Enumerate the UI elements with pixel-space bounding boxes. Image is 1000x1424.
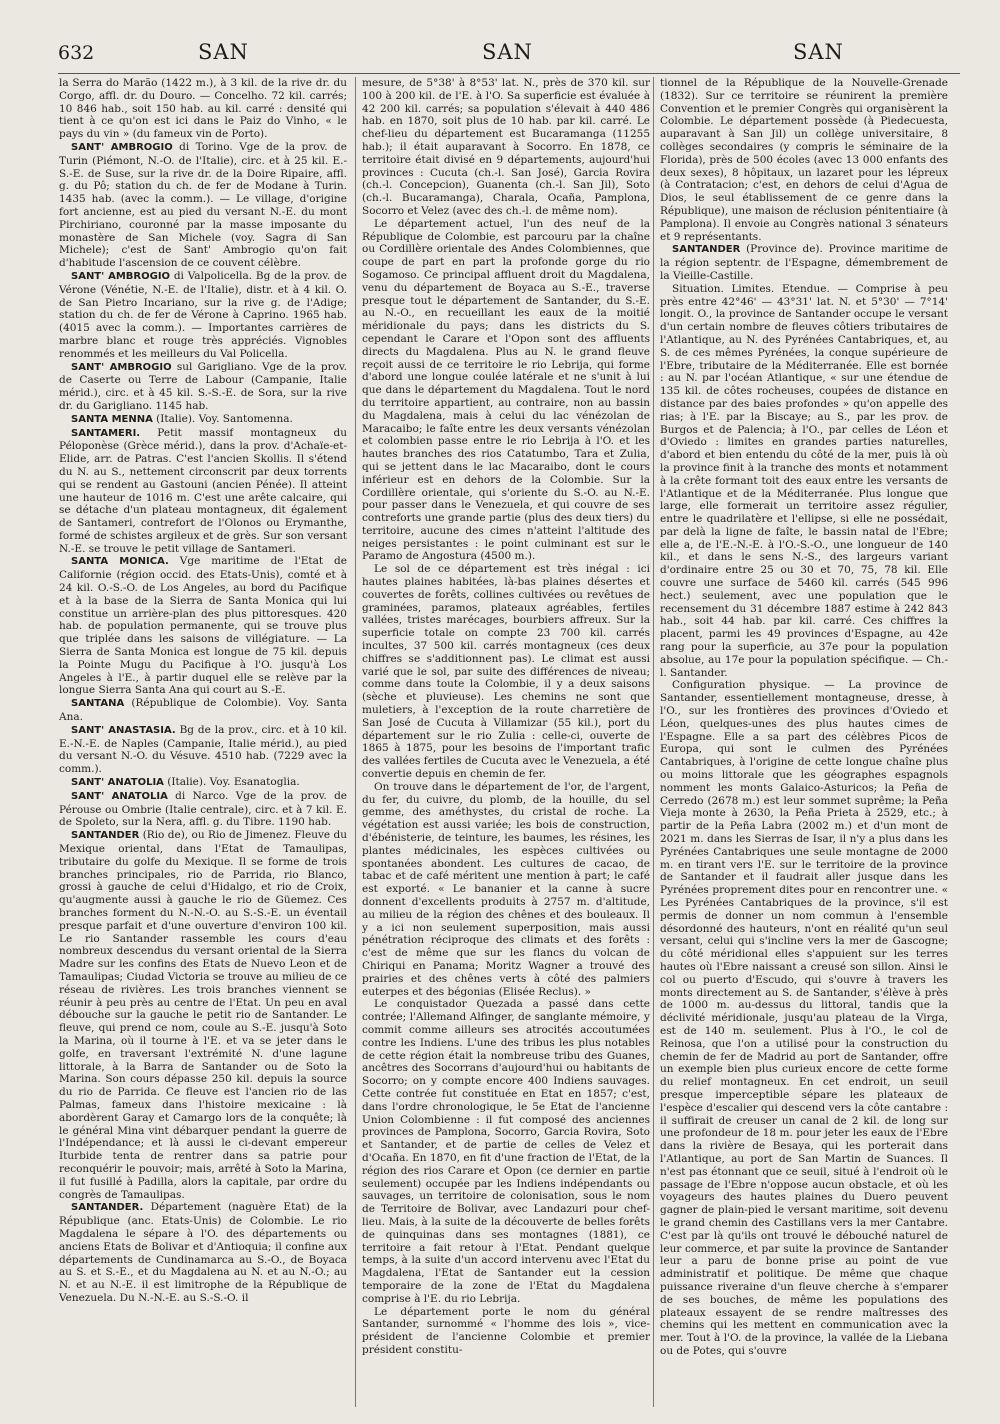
entry-paragraph bbox=[660, 679, 948, 1357]
entry-text: On trouve dans le département de l'or, de l'argent, du fer, du cuivre, du plomb, de la houille, du sel gemme, des améthystes, du cristal de roche. La végétation est aussi variée; les bois de construction, d'ébénisterie, de teinture, les baumes, les résines, les plantes médicinales, les espèces cultivées ou spontanées abondent. Les cultures de cacao, de tabac et de café méritent une mention à part; le café est exporté. « Le bananier et la canne à sucre donnent d'excellents produits à 2757 m. d'altitude, au milieu de la région des chênes et des bouleaux. Il y a ici non seulement superposition, mais aussi pénétration réciproque des climats et des forêts : c'est de même que sur les flancs du volcan de Chiriqui en Panama; Moritz Wagner a trouvé des prairies et des chênes verts à côté des palmiers euterpes et des bégonias (Elisée Reclus). » bbox=[362, 780, 650, 998]
entry-text: Situation. Limites. Etendue. — Comprise à peu près entre 42°46' — 43°31' lat. N. et 5°30' — 7°14' longit. O., la province de Santander occupe le versant d'un certain nombre de fleuves côtiers tributaires de l'Atlantique, au N. des Pyrénées Cantabriques, et, au S. de ces mêmes Pyrénées, la conque supérieure de l'Ebre, tributaire de la Méditerranée. Elle est bornée : au N. par l'océan Atlantique, « sur une étendue de 135 kil. de côtes rocheuses, coupées de distance en distance par des baies profondes » qu'on appelle des rias; à l'E. par la Biscaye; au S., par les prov. de Burgos et de Palencia; à l'O., par celles de Léon et d'Oviedo : limites en grandes parties naturelles, d'abord et bien entendu du côté de la mer, puis là où la province finit à la tranche des monts et notamment à la crête formant toit des eaux entre les versants de l'Atlantique et de la Méditerranée. Plus longue que large, elle formerait un territoire assez régulier, entre le quadrilatère et l'ellipse, si elle ne possédait, par delà la ligne de faîte, le bassin natal de l'Ebre; elle a, de l'E.-N.-E. à l'O.-S.-O., une longueur de 140 kil., et dans le sens N.-S., des largeurs variant d'ordinaire entre 25 ou 30 et 70, 75, 78 kil. Elle couvre une surface de 5460 kil. carrés (545 996 hect.) seulement, avec une population que le recensement du 31 décembre 1887 estime à 242 843 hab., soit 44 hab. par kil. carré. Ces chiffres la placent, parmi les 49 provinces d'Espagne, au 42e rang pour la superficie, au 37e pour la population absolue, au 17e pour la population spécifique. — Ch.-l. Santander. bbox=[660, 282, 948, 679]
entry-text: Vge maritime de l'Etat de Californie (région occid. des Etats-Unis), comté et à 24 kil. O.-S.-O. de Los Angeles, au bord du Pacifique et à la base de la Sierra de Santa Monica qui lui constitue un arrière-plan des plus pittoresques. 420 hab. de population permanente, qui se trouve plus que triplée dans les saisons de villégiature. — La Sierra de Santa Monica est longue de 75 kil. depuis la Pointe Mugu du Pacifique à l'O. jusqu'à Los Angeles à l'E., à partir duquel elle se relève par la longue Sierra Santa Ana qui court au S.-E. bbox=[59, 555, 347, 697]
entry-text: Département (naguère Etat) de la République (anc. Etats-Unis) de Colombie. Le rio Magdalena le sépare à l'O. des départements ou anciens Etats de Bolivar et d'Antioquia; il confine aux départements de Cundinamarca au S.-O., de Boyaca au S. et S.-E., et du Magdalena au N. et au N.-O.; au N. et au N.-E. il est limitrophe de la République de Venezuela. Du N.-N.-E. au S.-S.-O. il bbox=[59, 1201, 347, 1304]
entry-text: Le sol de ce département est très inégal : ici hautes plaines habitées, là-bas plaines désertes et couvertes de forêts, collines cultivées ou revêtues de graminées, paramos, plateaux agréables, fertiles vallées, tristes marécages, bourbiers affreux. Sur la superficie totale on compte 23 700 kil. carrés incultes, 37 500 kil. carrés montagneux (ces deux chiffres se s'additionnent pas). Le climat est aussi varié que le sol, par suite des différences de niveau; comme dans toute la Colombie, il y a deux saisons (sèche et pluvieuse). Les chemins ne sont que muletiers, à l'exception de la route charretière de San José de Cucuta à Villamizar (55 kil.), port du département sur le rio Zulia : celle-ci, ouverte de 1865 à 1875, pour les besoins de l'important trafic des vallées fertiles de Cucuta avec le Venezuela, a été convertie depuis en chemin de fer. bbox=[362, 563, 650, 781]
dictionary-entry bbox=[59, 413, 347, 427]
dictionary-entry bbox=[59, 427, 347, 556]
entry-headword: SANT' AMBROGIO bbox=[71, 141, 173, 153]
running-head-left: SAN bbox=[198, 40, 249, 64]
entry-headword: SANTANDER bbox=[672, 244, 741, 256]
entry-headword: SANT' ANASTASIA. bbox=[71, 724, 176, 736]
dictionary-entry bbox=[660, 243, 948, 282]
dictionary-entry bbox=[59, 790, 347, 829]
entry-text: tionnel de la République de la Nouvelle-Grenade (1832). Sur ce territoire se réunirent la première Convention et le premier Congrès qui organisèrent la Colombie. Le département possède (à Piedecuesta, auparavant à San Jil) un collège universitaire, 8 collèges secondaires (y compris le séminaire de la Florida), près de 500 écoles (avec 13 000 enfants des deux sexes), 8 hôpitaux, un lazaret pour les lépreux (à Contratacion; c'est, en dehors de celui d'Agua de Dios, le seul établissement de ce genre dans la République), une maison de réclusion pénitentiaire (à Pamplona). Il envoie au Congrès national 3 sénateurs et 9 représentants. bbox=[660, 77, 948, 243]
entry-paragraph bbox=[59, 77, 347, 141]
entry-headword: SANTANDER. bbox=[71, 1202, 144, 1214]
entry-paragraph bbox=[660, 283, 948, 680]
dictionary-entry bbox=[59, 829, 347, 1201]
entry-headword: SANTA MONICA. bbox=[71, 556, 169, 568]
dictionary-entry bbox=[59, 697, 347, 724]
entry-text: (Province de). Province maritime de la région septentr. de l'Espagne, démembrement de la Vieille-Castille. bbox=[660, 243, 948, 282]
running-head-right: SAN bbox=[793, 40, 844, 64]
header-rule bbox=[58, 73, 960, 74]
entry-text: Petit massif montagneux du Péloponèse (Grèce mérid.), dans la prov. d'Achaïe-et-Elide, arr. de Patras. C'est l'ancien Skollis. Il s'étend du N. au S., nettement circonscrit par deux torrents qui se rendent au Gastouni (ancien Pénée). Il atteint une hauteur de 1016 m. C'est une arête calcaire, qui se détache d'un plateau montagneux, dit également de Santameri, contrefort de l'Olonos ou Erymanthe, formé de schistes argileux et de grès. Sur son versant N.-E. se trouve le petit village de Santameri. bbox=[59, 426, 347, 555]
entry-paragraph bbox=[362, 1306, 650, 1357]
entry-text: Configuration physique. — La province de Santander, essentiellement montagneuse, dresse, à l'O., sur les frontières des provinces d'Oviedo et Léon, quelques-unes des plus hautes cimes de l'Espagne. Elle a sa part des célèbres Picos de Europa, qui sont le culmen des Pyrénées Cantabriques, à l'origine de cette longue chaîne plus ou moins littorale que les géographes espagnols nomment les monts Galaico-Asturicos; la Peña de Cerredo (2678 m.) est leur sommet suprême; la Peña Vieja monte à 2630, la Peña Prieta à 2529, etc.; à partir de la Peña Labra (2002 m.) et d'un mont de 2021 m. dans les Sierras de Isar, il n'y a plus dans les Pyrénées Cantabriques une seule montagne de 2000 m. en tirant vers l'E. sur le territoire de la province de Santander et il faudrait aller jusque dans les Pyrénées proprement dites pour en rencontrer une. « Les Pyrénées Cantabriques de la province, s'il est permis de donner un nom commun à l'ensemble désordonné des hauteurs, n'ont en réalité qu'un seul versant, celui qui s'incline vers la mer de Gascogne; du côté méridional elles s'appuient sur les terres hautes où l'Ebre naissant a creusé son sillon. Ainsi le col ou puerto d'Escudo, qui s'ouvre à travers les monts directement au S. de Santander, s'élève à près de 1000 m. au-dessus du littoral, tandis que la déclivité méridionale, jusqu'au plateau de la Virga, est de 140 m. seulement. Plus à l'O., le col de Reinosa, que l'on a utilisé pour la construction du chemin de fer de Madrid au port de Santander, offre un exemple bien plus curieux encore de cette forme du relief montagneux. En cet endroit, un seuil presque imperceptible sépare les plateaux de l'espèce d'escalier qui descend vers la côte cantabre : il suffirait de creuser un canal de 2 kil. de long sur une profondeur de 18 m. pour jeter les eaux de l'Ebre dans la rivière de Besaya, qui les porterait dans l'Atlantique, au port de San Martin de Suances. Il n'est pas étonnant que ce seuil, situé à l'endroit où le passage de l'Ebre n'oppose aucun obstacle, et où les voyageurs des hautes plaines du Duero peuvent gagner de plain-pied le versant maritime, soit devenu le grand chemin des Castillans vers la mer Cantabre. C'est par là qu'ils ont trouvé le débouché naturel de leur commerce, et par suite la province de Santander leur a paru de bonne prise au point de vue administratif et politique. De même que chaque puissance riveraine d'un fleuve cherche à s'emparer de ses bouches, de même les populations des plateaux essayent de se rendre maîtresses des chemins qui les mettent en communication avec la mer. Tout à l'O. de la province, la vallée de la Liebana ou de Potes, qui s'ouvre bbox=[660, 679, 948, 1357]
entry-text: sul Garigliano. Vge de la prov. de Caserte ou Terre de Labour (Campanie, Italie mérid.), circ. et à 45 kil. S.-S.-E. de Sora, sur la rive dr. du Garigliano. 1145 hab. bbox=[59, 360, 347, 412]
running-head-center: SAN bbox=[482, 40, 533, 64]
dictionary-entry bbox=[59, 141, 347, 270]
column-divider bbox=[653, 77, 654, 1407]
entry-headword: SANTA MENNA bbox=[71, 413, 153, 425]
entry-text: la Serra do Marão (1422 m.), à 3 kil. de la rive dr. du Corgo, affl. dr. du Douro. — Concelho. 72 kil. carrés; 10 846 hab., soit 150 hab. au kil. carré : densité qui tient à ce qu'on est ici dans le Paiz do Vinho, « le pays du vin » (du fameux vin de Porto). bbox=[59, 77, 347, 141]
entry-paragraph bbox=[660, 77, 948, 243]
entry-headword: SANTAMERI. bbox=[71, 427, 141, 439]
entry-headword: SANT' AMBROGIO bbox=[71, 270, 171, 282]
entry-headword: SANT' ANATOLIA bbox=[71, 777, 164, 789]
text-column-2 bbox=[362, 77, 650, 1415]
entry-text: (Italie). Voy. Santomenna. bbox=[152, 412, 293, 425]
dictionary-entry bbox=[59, 361, 347, 413]
entry-paragraph bbox=[362, 218, 650, 564]
entry-text: di Valpolicella. Bg de la prov. de Vérone (Vénétie, N.-E. de l'Italie), distr. et à 4 kil. O. de San Pietro Incariano, sur la rive g. de l'Adige; station du ch. de fer de Vérone à Caprino. 1965 hab. (4015 avec la comm.). — Importantes carrières de marbre blanc et rouge très appréciés. Vignobles renommés et les meilleurs du Val Policella. bbox=[59, 269, 347, 360]
entry-paragraph bbox=[362, 781, 650, 999]
entry-text: di Narco. Vge de la prov. de Pérouse ou Ombrie (Italie centrale), circ. et à 7 kil. E. de Spoleto, sur la Nera, affl. g. du Tibre. 1190 hab. bbox=[59, 789, 347, 829]
page-number: 632 bbox=[58, 42, 95, 64]
column-divider bbox=[355, 77, 356, 1407]
dictionary-entry bbox=[59, 1201, 347, 1304]
entry-text: Le département actuel, l'un des neuf de la République de Colombie, est parcouru par la chaîne ou Cordillère orientale des Andes Colombiennes, que coupe de part en part la profonde gorge du rio Sogamoso. Ce principal affluent droit du Magdalena, venu du département de Boyaca au S.-E., traverse presque tout le département de Santander, du S.-E. au N.-O., en recueillant les eaux de la moitié méridionale du pays; dans les districts du S. cependant le Carare et l'Opon sont des affluents directs du Magdalena. Plus au N. le grand fleuve reçoit aussi de ce territoire le rio Lebrija, qui forme d'abord une longue coulée latérale et ne s'unit à lui que dans le département du Magdalena. Tout le nord du territoire appartient, au contraire, non au bassin du Magdalena, mais à celui du lac vénézolan de Maracaibo; le faîte entre les deux versants vénézolan et colombien passe entre le rio Lebrija à l'O. et les hautes branches des rios Catatumbo, Tara et Zulia, qui se jettent dans le lac Macaraibo, dont le cours inférieur est en dehors de la Colombie. Sur la Cordillère orientale, qui s'oriente du S.-O. au N.-E. pour passer dans le Venezuela, et qui couvre de ses contreforts une grande partie (plus des deux tiers) du territoire, aucune des cimes n'atteint l'altitude des neiges persistantes : le point culminant est sur le Paramo de Angostura (4500 m.). bbox=[362, 217, 650, 563]
entry-headword: SANTANA bbox=[71, 698, 125, 710]
entry-text: Bg de la prov., circ. et à 10 kil. E.-N.-E. de Naples (Campanie, Italie mérid.), au pied du versant N.-O. du Vésuve. 4510 hab. (7229 avec la comm.). bbox=[59, 723, 347, 776]
text-column-3 bbox=[660, 77, 948, 1415]
entry-headword: SANT' ANATOLIA bbox=[71, 790, 168, 802]
entry-paragraph bbox=[362, 77, 650, 218]
entry-text: (République de Colombie). Voy. Santa Ana. bbox=[59, 697, 347, 724]
page-header bbox=[0, 40, 1000, 70]
text-column-1 bbox=[59, 77, 347, 1415]
entry-paragraph bbox=[362, 998, 650, 1305]
dictionary-entry bbox=[59, 724, 347, 776]
dictionary-entry bbox=[59, 776, 347, 790]
entry-paragraph bbox=[362, 563, 650, 781]
entry-text: di Torino. Vge de la prov. de Turin (Piémont, N.-O. de l'Italie), circ. et à 25 kil. E.-S.-E. de Suse, sur la rive dr. de la Doire Ripaire, affl. g. du Pô; station du ch. de fer de Modane à Turin. 1435 hab. (avec la comm.). — Le village, d'origine fort ancienne, est au pied du versant N.-E. du mont Pirchiriano, couronné par la masse imposante du monastère de San Michele (voy. Sagra di San Michele); c'est de Sant' Ambrogio qu'on fait d'habitude l'ascension de ce couvent célèbre. bbox=[59, 140, 347, 270]
entry-text: mesure, de 5°38' à 8°53' lat. N., près de 370 kil. sur 100 à 200 kil. de l'E. à l'O. Sa superficie est évaluée à 42 200 kil. carrés; sa population s'élevait à 440 486 hab. en 1870, soit plus de 10 hab. par kil. carré. Le chef-lieu du département est Bucaramanga (11255 hab.); il était auparavant à Socorro. En 1878, ce territoire était divisé en 9 départements, aujourd'hui provinces : Cucuta (ch.-l. San José), Garcia Rovira (ch.-l. Concepcion), Guanenta (ch.-l. San Jil), Soto (ch.-l. Bucaramanga), Charala, Ocaña, Pamplona, Socorro et Velez (avec des ch.-l. de même nom). bbox=[362, 77, 650, 217]
entry-text: (Rio de), ou Rio de Jimenez. Fleuve du Mexique oriental, dans l'Etat de Tamaulipas, tributaire du golfe du Mexique. Il se forme de trois branches principales, rio de Parrida, rio Blanco, grossi à gauche de celui d'Hidalgo, et rio de Croix, qu'augmente aussi à gauche le rio de Güemez. Ces branches forment du N.-N.-O. au S.-S.-E. un éventail presque parfait et d'une ouverture d'environ 100 kil. Le rio Santander rassemble les cours d'eau nombreux descendus du versant oriental de la Sierra Madre sur les confins des Etats de Nuevo Leon et de Tamaulipas; Ciudad Victoria se trouve au milieu de ce réseau de rivières. Les trois branches viennent se réunir à peu près au centre de l'Etat. Un peu en aval débouche sur la gauche le petit rio de Santander. Le fleuve, qui prend ce nom, coule au S.-E. jusqu'à Soto la Marina, où il tourne à l'E. et va se jeter dans le golfe, en traversant l'extrémité N. d'une lagune littorale, à la Barra de Santander ou de Soto la Marina. Son cours dépasse 250 kil. depuis la source du rio de Parrida. Ce fleuve est l'ancien rio de las Palmas, fameux dans l'histoire mexicaine : là abordèrent Garay et Camargo lors de la conquête; là le général Mina vint débarquer pendant la guerre de l'Indépendance; et là aussi le ci-devant empereur Iturbide tenta de rentrer dans sa patrie pour reconquérir le pouvoir; mais, arrêté à Soto la Marina, il fut fusillé à Padilla, alors la capitale, par ordre du congrès de Tamaulipas. bbox=[59, 829, 347, 1201]
entry-headword: SANT' AMBROGIO bbox=[71, 361, 172, 373]
dictionary-entry bbox=[59, 270, 347, 361]
dictionary-entry bbox=[59, 555, 347, 697]
entry-headword: SANTANDER bbox=[71, 830, 140, 842]
entry-text: Le conquistador Quezada a passé dans cette contrée; l'Allemand Alfinger, de sanglante mémoire, y commit comme ailleurs ses atrocités accoutumées contre les Indiens. L'une des tribus les plus notables de cette région était la nombreuse tribu des Guanes, ancêtres des Socorrans d'aujourd'hui ou habitants de Socorro; on y compte encore 400 Indiens sauvages. Cette contrée fut constituée en Etat en 1857; c'est, dans l'ordre chronologique, le 5e Etat de l'ancienne Union Colombienne : il fut composé des anciennes provinces de Pamplona, Socorro, Garcia Rovira, Soto et Santander, et de partie de celles de Velez et d'Ocaña. En 1870, en fit d'une fraction de l'Etat, de la région des rios Carare et Opon (ce dernier en partie seulement) occupée par les Indiens indépendants ou sauvages, un territoire de colonisation, sous le nom de Territoire de Bolivar, avec Landazuri pour chef-lieu. Mais, à la suite de la découverte de belles forêts de quinquinas dans ses montagnes (1881), ce territoire a fait retour à l'Etat. Pendant quelque temps, à la suite d'un accord intervenu avec l'Etat du Magdalena, l'Etat de Santander eut la cession temporaire de la zone de l'Etat du Magdalena comprise à l'E. du rio Lebrija. bbox=[362, 998, 650, 1305]
entry-text: Le département porte le nom du général Santander, surnommé « l'homme des lois », vice-président de l'ancienne Colombie et premier président constitu- bbox=[362, 1305, 650, 1356]
entry-text: (Italie). Voy. Esanatoglia. bbox=[163, 776, 300, 789]
